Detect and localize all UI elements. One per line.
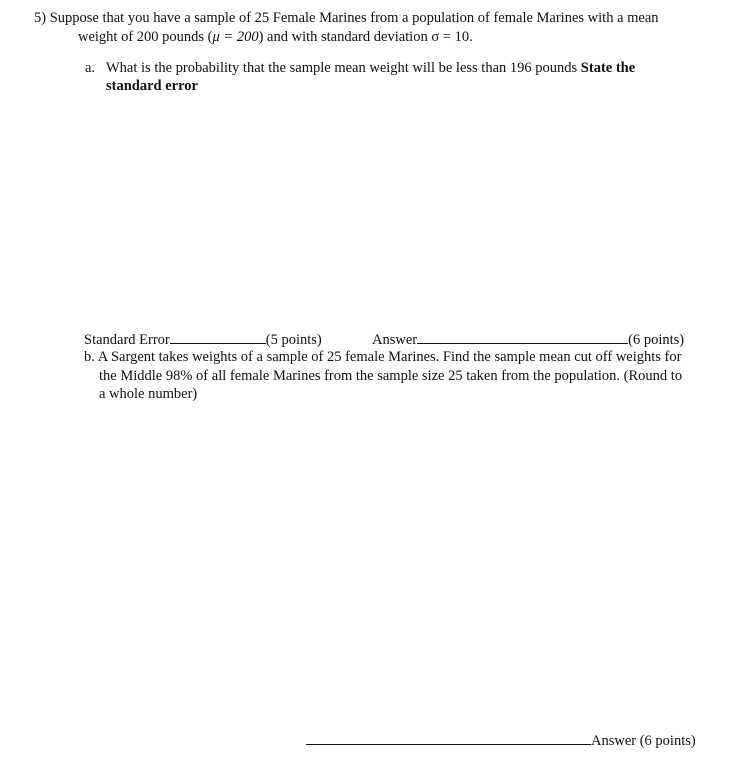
question-5-line-2-start: weight of 200 pounds ( [78,29,213,45]
question-5-line-1: 5) Suppose that you have a sample of 25 Female Marines from a population of female Marines with a mean [34,10,659,26]
question-5-line-2 [78,28,473,47]
standard-error-points: (5 points) [265,332,322,348]
part-a-line-1 [106,59,635,78]
answer-points: (6 points) [628,332,685,348]
standard-error-row [84,330,322,350]
final-answer-label: Answer (6 points) [591,733,696,749]
part-a-marker: a. [85,60,96,76]
final-answer-row [306,731,696,751]
part-b-line-2: the Middle 98% of all female Marines from the sample size 25 taken from the population. (Round to [99,368,683,384]
part-a-line-2: standard error [106,78,198,94]
part-b-line-3: a whole number) [99,386,198,402]
answer-label: Answer [372,332,418,348]
part-b-line-1: b. A Sargent takes weights of a sample of 25 female Marines. Find the sample mean cut off weights for [84,349,682,365]
part-a-question: What is the probability that the sample mean weight will be less than 196 pounds [106,60,578,76]
standard-error-blank[interactable] [170,330,266,344]
answer-blank[interactable] [417,330,628,344]
final-answer-blank[interactable] [306,731,591,745]
question-5-line-2-end: ) and with standard deviation σ = 10. [258,29,473,45]
mu-expression: μ = 200 [212,29,259,45]
part-a-bold-prompt: State the [580,60,636,76]
standard-error-label: Standard Error [84,332,170,348]
answer-row [372,330,684,350]
